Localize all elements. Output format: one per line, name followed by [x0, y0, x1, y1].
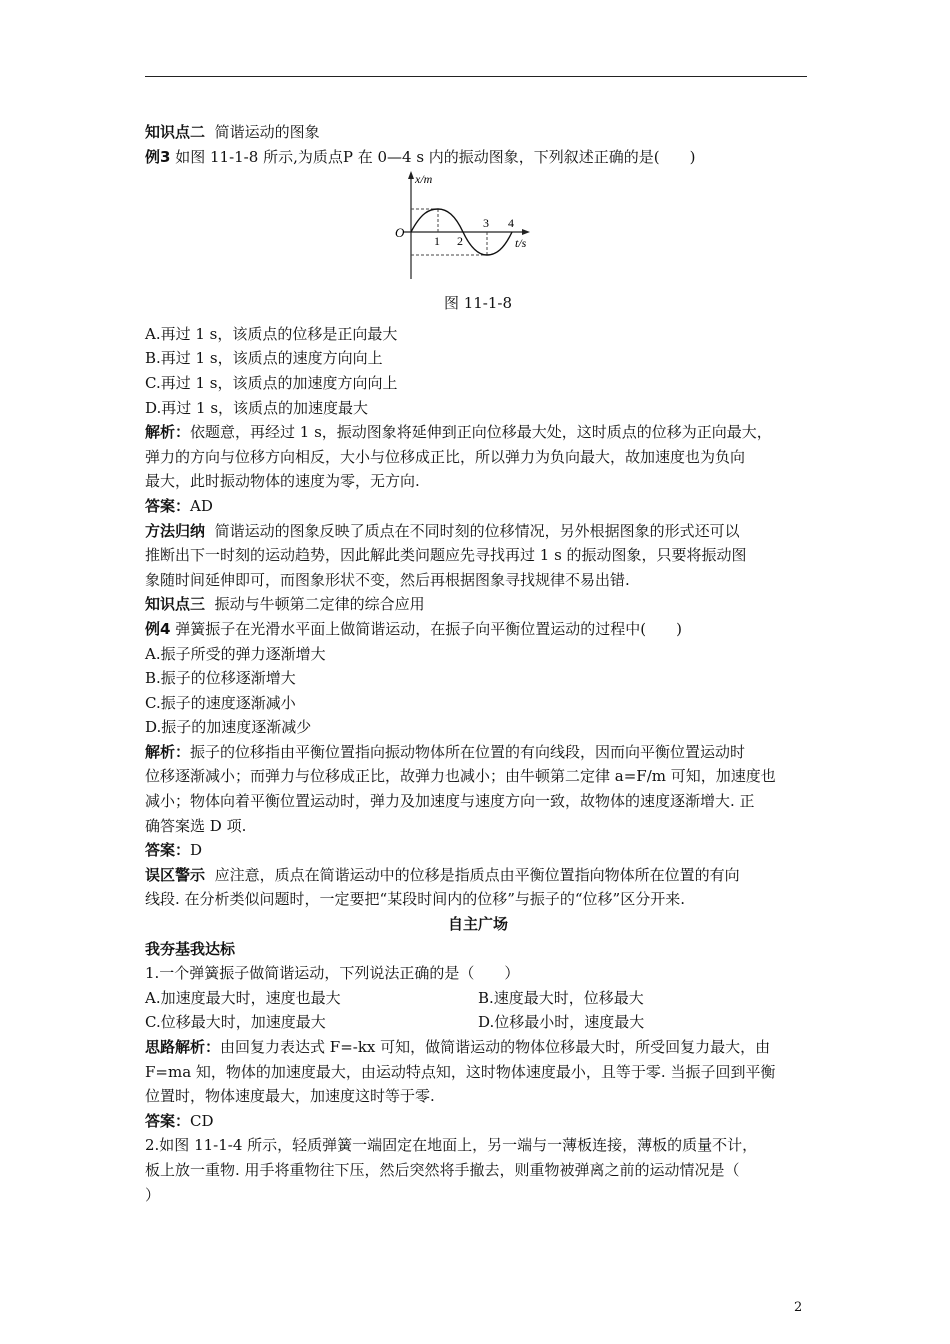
q1-analysis-line-2: F=ma 知，物体的加速度最大，由运动特点知，这时物体速度最小，且等于零. 当振子回到平衡 [145, 1062, 776, 1081]
example3-answer: 答案：AD [145, 496, 213, 515]
example3-option-a: A.再过 1 s，该质点的位移是正向最大 [145, 324, 398, 343]
example3-analysis-line-1: 解析：依题意，再经过 1 s，振动图象将延伸到正向位移最大处，这时质点的位移为正向最大， [145, 423, 772, 442]
example4-warning-line-1: 误区警示 应注意，质点在简谐运动中的位移是指质点由平衡位置指向物体所在位置的有向 [145, 865, 740, 884]
example3-method-line-3: 象随时间延伸即可，而图象形状不变，然后再根据图象寻找规律不易出错. [145, 570, 630, 589]
x-axis-arrow [522, 229, 530, 235]
q1-options-row-1 [145, 986, 811, 1011]
q1-option-d: D.位移最小时，速度最大 [478, 1013, 645, 1032]
self-study-title: 自主广场 [447, 915, 508, 934]
example4-analysis-line-2: 位移逐渐减小；而弹力与位移成正比，故弹力也减小；由牛顿第二定律 a=F/m 可知，加速度也 [145, 767, 776, 786]
q2-line-1: 2.如图 11-1-4 所示，轻质弹簧一端固定在地面上，另一端与一薄板连接，薄板的质量不计， [145, 1136, 758, 1155]
example3-method-line-1: 方法归纳 简谐运动的图象反映了质点在不同时刻的位移情况，另外根据图象的形式还可以 [145, 521, 740, 540]
example4-analysis-line-1: 解析：振子的位移指由平衡位置指向振动物体所在位置的有向线段，因而向平衡位置运动时 [145, 742, 746, 761]
example4-option-a: A.振子所受的弹力逐渐增大 [145, 644, 326, 663]
example3-option-d: D.再过 1 s，该质点的加速度最大 [145, 398, 369, 417]
y-axis-label: x/m [415, 172, 433, 187]
page-content [145, 120, 811, 1207]
vibration-graph-svg [393, 171, 563, 281]
q1-option-a: A.加速度最大时，速度也最大 [145, 988, 341, 1007]
example4-analysis-line-4: 确答案选 D 项. [145, 816, 247, 835]
y-axis-arrow [408, 171, 414, 179]
example4-answer: 答案：D [145, 841, 203, 860]
example3-analysis-line-3: 最大，此时振动物体的速度为零，无方向. [145, 472, 420, 491]
q1-answer: 答案：CD [145, 1111, 214, 1130]
section2-heading: 知识点二 简谐运动的图象 [145, 123, 320, 141]
tick-label-4: 4 [508, 216, 514, 231]
example4-question: 例4 弹簧振子在光滑水平面上做简谐运动，在振子向平衡位置运动的过程中( ) [145, 619, 682, 638]
q2-line-2: 板上放一重物. 用手将重物往下压，然后突然将手撤去，则重物被弹离之前的运动情况是（ [145, 1160, 740, 1179]
origin-label: O [395, 225, 405, 241]
example4-option-b: B.振子的位移逐渐增大 [145, 669, 296, 688]
section3-heading: 知识点三 振动与牛顿第二定律的综合应用 [145, 595, 425, 614]
q1-option-b: B.速度最大时，位移最大 [478, 988, 644, 1007]
example3-option-c: C.再过 1 s，该质点的加速度方向向上 [145, 373, 398, 392]
example3-question: 例3 如图 11-1-8 所示,为质点P 在 0—4 s 内的振动图象，下列叙述正确的是( ) [145, 147, 696, 166]
q1-question: 1.一个弹簧振子做简谐运动，下列说法正确的是（ ） [145, 964, 520, 983]
figure-caption: 图 11-1-8 [443, 294, 513, 313]
header-rule [145, 76, 807, 77]
example4-warning-line-2: 线段. 在分析类似问题时，一定要把“某段时间内的位移”与振子的“位移”区分开来. [145, 890, 685, 909]
tick-label-1: 1 [434, 234, 440, 249]
self-study-subtitle: 我夯基我达标 [145, 939, 236, 958]
example3-analysis-line-2: 弹力的方向与位移方向相反，大小与位移成正比，所以弹力为负向最大，故加速度也为负向 [145, 447, 746, 466]
example4-option-c: C.振子的速度逐渐减小 [145, 693, 296, 712]
example3-option-b: B.再过 1 s，该质点的速度方向向上 [145, 349, 383, 368]
page-number: 2 [794, 1300, 803, 1315]
q1-options-row-2 [145, 1010, 811, 1035]
vibration-graph [145, 171, 811, 281]
tick-label-2: 2 [457, 234, 463, 249]
x-axis-label: t/s [515, 236, 527, 251]
q2-line-3: ） [145, 1185, 161, 1204]
tick-label-3: 3 [483, 216, 489, 231]
q1-analysis-line-3: 位置时，物体速度最大，加速度这时等于零. [145, 1087, 435, 1106]
example3-method-line-2: 推断出下一时刻的运动趋势，因此解此类问题应先寻找再过 1 s 的振动图象，只要将振动图 [145, 546, 747, 565]
example4-analysis-line-3: 减小；物体向着平衡位置运动时，弹力及加速度与速度方向一致，故物体的速度逐渐增大. 正 [145, 792, 755, 811]
q1-option-c: C.位移最大时，加速度最大 [145, 1013, 326, 1032]
q1-analysis-line-1: 思路解析：由回复力表达式 F=-kx 可知，做简谐运动的物体位移最大时，所受回复力最大，由 [145, 1038, 771, 1056]
example4-option-d: D.振子的加速度逐渐减少 [145, 718, 312, 737]
